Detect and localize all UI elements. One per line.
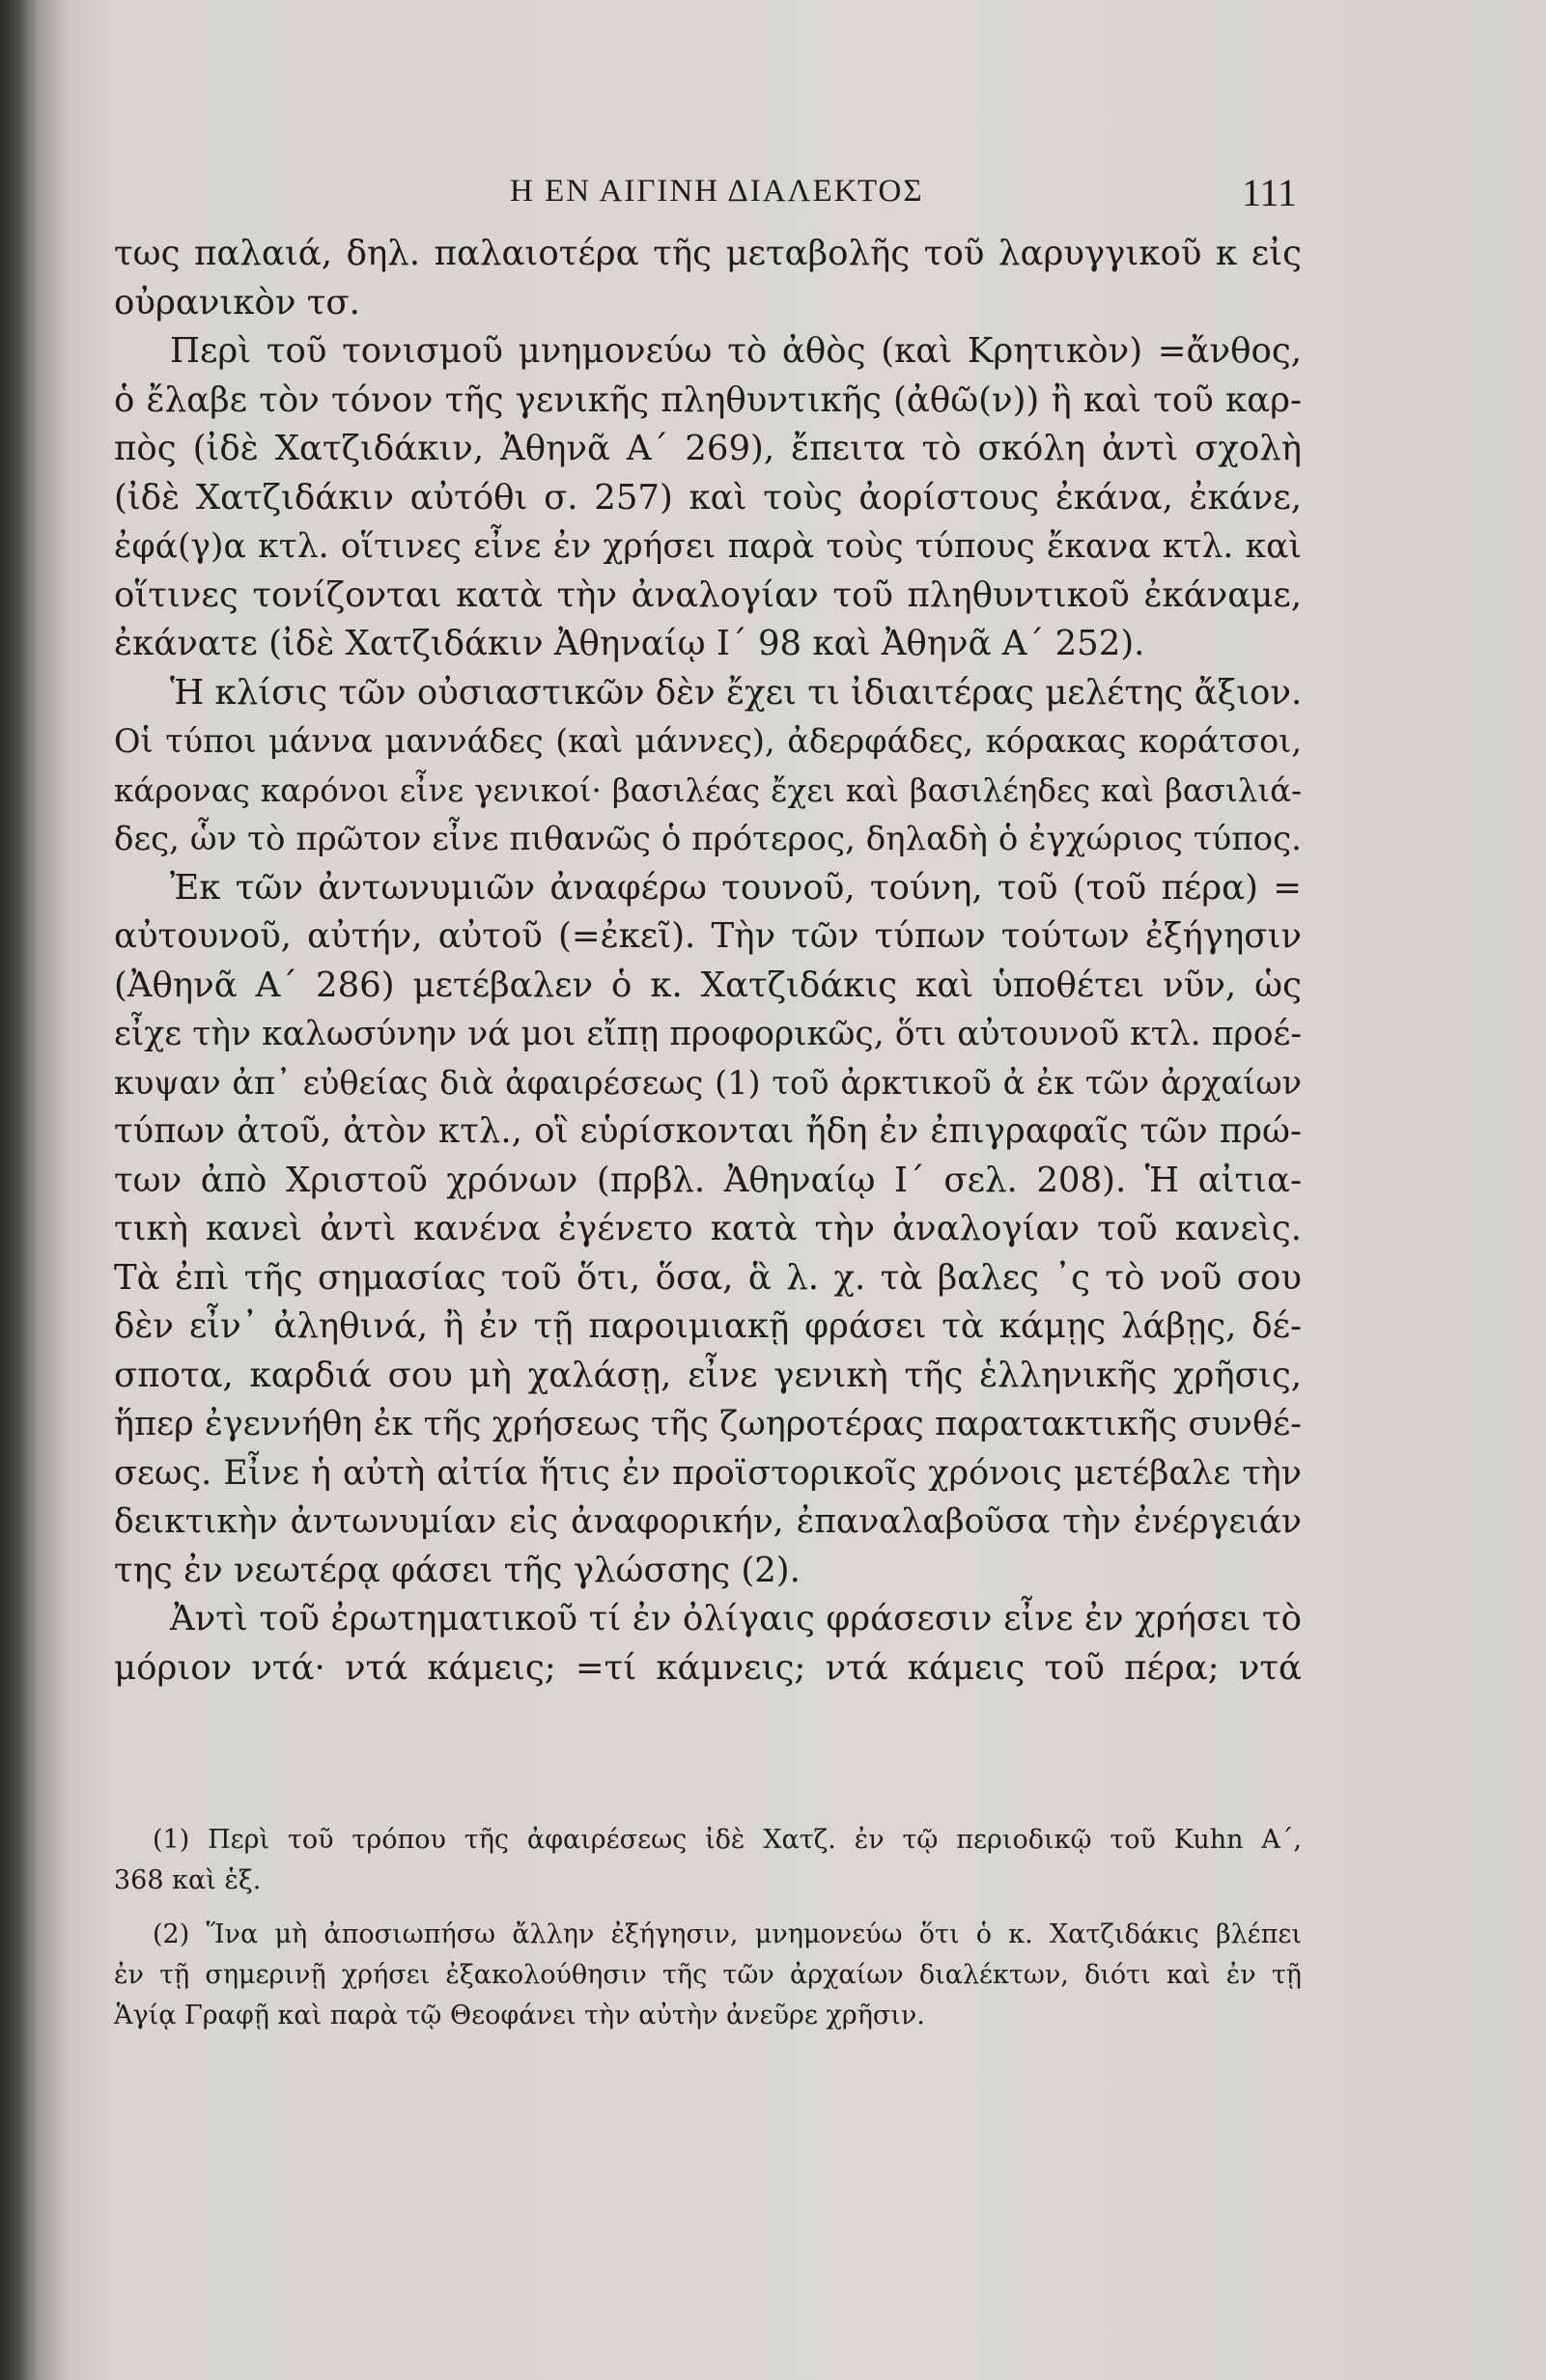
footnote-2-line: ἐν τῇ σημερινῇ χρήσει ἐξακολούθησιν τῆς τῶν ἀρχαίων διαλέκτων, διότι καὶ ἐν τῇ [114,1960,1302,1990]
text-line: τως παλαιά, δηλ. παλαιοτέρα τῆς μεταβολῆς τοῦ λαρυγγικοῦ κ εἰς [114,234,1302,273]
footnote-2-line: (2) Ἵνα μὴ ἀποσιωπήσω ἄλλην ἐξήγησιν, μνημονεύω ὅτι ὁ κ. Χατζιδάκις βλέπει [153,1919,1302,1949]
text-line: (ἰδὲ Χατζιδάκιν αὐτόθι σ. 257) καὶ τοὺς ἀορίστους ἐκάνα, ἐκάνε, [114,477,1302,518]
text-line: (Ἀθηνᾶ Α΄ 286) μετέβαλεν ὁ κ. Χατζιδάκις καὶ ὑποθέτει νῦν, ὡς [114,965,1302,1005]
footnote-2-line: Ἁγίᾳ Γραφῇ καὶ παρὰ τῷ Θεοφάνει τὴν αὐτὴν ἀνεῦρε χρῆσιν. [114,2001,925,2030]
text-line: των ἀπὸ Χριστοῦ χρόνων (πρβλ. Ἀθηναίῳ Ι΄ σελ. 208). Ἡ αἰτια- [114,1160,1302,1200]
footnote-1-line: 368 καὶ ἑξ. [114,1865,262,1895]
text-line: Ἡ κλίσις τῶν οὐσιαστικῶν δὲν ἔχει τι ἰδιαιτέρας μελέτης ἄξιον. [170,672,1303,713]
text-line: κάρονας καρόνοι εἶνε γενικοί· βασιλέας ἔχει καὶ βασιλέηδες καὶ βασιλιά- [114,771,1302,809]
text-line: Οἱ τύποι μάννα μαννάδες (καὶ μάννες), ἀδερφάδες, κόρακας κοράτσοι, [114,722,1302,760]
text-line: δεικτικὴν ἀντωνυμίαν εἰς ἀναφορικήν, ἐπαναλαβοῦσα τὴν ἐνέργειάν [114,1502,1302,1541]
text-line: Ἀντὶ τοῦ ἐρωτηματικοῦ τί ἐν ὀλίγαις φράσεσιν εἶνε ἐν χρήσει τὸ [170,1599,1302,1638]
text-line: μόριον ντά· ντά κάμεις; =τί κάμνεις; ντά κάμεις τοῦ πέρα; ντά [114,1647,1302,1688]
text-line: τικὴ κανεὶ ἀντὶ κανένα ἐγένετο κατὰ τὴν ἀναλογίαν τοῦ κανεὶς. [114,1209,1302,1248]
text-line: δες, ὧν τὸ πρῶτον εἶνε πιθανῶς ὁ πρότερος, δηλαδὴ ὁ ἐγχώριος τύπος. [114,820,1302,858]
footnotes [114,1820,1302,2036]
running-title: Η ΕΝ ΑΙΓΙΝΗ ΔΙΑΛΕΚΤΟΣ [510,174,924,209]
text-line: τύπων ἀτοῦ, ἀτὸν κτλ., οἳ εὑρίσκονται ἤδη ἐν ἐπιγραφαῖς τῶν πρώ- [114,1111,1302,1151]
text-line: ὁ ἔλαβε τὸν τόνον τῆς γενικῆς πληθυντικῆς (ἀθῶ(ν)) ἢ καὶ τοῦ καρ- [114,379,1302,420]
footnote-gap [114,1901,1302,1915]
text-line: σεως. Εἶνε ἡ αὐτὴ αἰτία ἥτις ἐν προϊστορικοῖς χρόνοις μετέβαλε τὴν [114,1453,1302,1493]
text-line: εἶχε τὴν καλωσύνην νά μοι εἴπῃ προφορικῶς, ὅτι αὐτουνοῦ κτλ. προέ- [114,1015,1302,1053]
text-line: Περὶ τοῦ τονισμοῦ μνημονεύω τὸ ἀθὸς (καὶ Κρητικὸν) =ἄνθος, [170,331,1302,371]
text-line: Τὰ ἐπὶ τῆς σημασίας τοῦ ὅτι, ὅσα, ἃ λ. χ. τὰ βαλες ᾽ς τὸ νοῦ σου [114,1257,1302,1298]
text-line: ἥπερ ἐγεννήθη ἐκ τῆς χρήσεως τῆς ζωηροτέρας παρατακτικῆς συνθέ- [114,1405,1302,1443]
page-number: 111 [1242,171,1298,214]
text-line: πὸς (ἰδὲ Χατζιδάκιν, Ἀθηνᾶ Α΄ 269), ἔπειτα τὸ σκόλη ἀντὶ σχολὴ [114,429,1302,468]
text-line: κυψαν ἀπ᾽ εὐθείας διὰ ἀφαιρέσεως (1) τοῦ ἀρκτικοῦ ἀ ἐκ τῶν ἀρχαίων [114,1063,1302,1102]
text-line: οἵτινες τονίζονται κατὰ τὴν ἀναλογίαν τοῦ πληθυντικοῦ ἐκάναμε, [114,574,1302,615]
text-line: δὲν εἶν᾽ ἀληθινά, ἢ ἐν τῇ παροιμιακῇ φράσει τὰ κάμῃς λάβῃς, δέ- [114,1306,1302,1346]
body-text [114,230,1302,1693]
text-line: ἐφά(γ)α κτλ. οἵτινες εἶνε ἐν χρήσει παρὰ τοὺς τύπους ἔκανα κτλ. καὶ [114,527,1302,566]
text-line: σποτα, καρδιά σου μὴ χαλάσῃ, εἶνε γενικὴ τῆς ἑλληνικῆς χρῆσις, [114,1355,1302,1395]
text-line: αὐτουνοῦ, αὐτήν, αὐτοῦ (=ἐκεῖ). Τὴν τῶν τύπων τούτων ἐξήγησιν [114,916,1302,956]
text-line: ἐκάνατε (ἰδὲ Χατζιδάκιν Ἀθηναίῳ Ι΄ 98 καὶ Ἀθηνᾶ Α΄ 252). [114,624,1145,663]
text-line: οὐρανικὸν τσ. [114,282,360,322]
text-line: της ἐν νεωτέρᾳ φάσει τῆς γλώσσης (2). [114,1550,801,1590]
text-line: Ἐκ τῶν ἀντωνυμιῶν ἀναφέρω τουνοῦ, τούνη, τοῦ (τοῦ πέρα) = [170,867,1302,908]
footnote-1-line: (1) Περὶ τοῦ τρόπου τῆς ἀφαιρέσεως ἰδὲ Χατζ. ἐν τῷ περιοδικῷ τοῦ Kuhn Α΄, [153,1825,1302,1855]
